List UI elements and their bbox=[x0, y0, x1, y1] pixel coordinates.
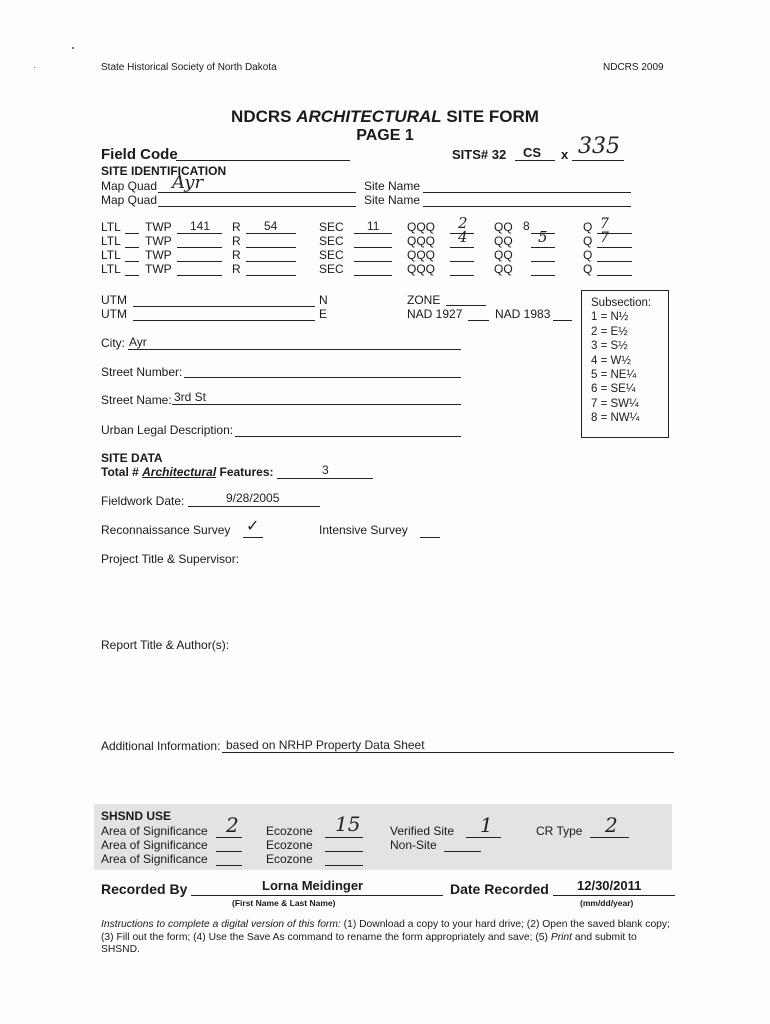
sec-input[interactable] bbox=[354, 275, 392, 276]
ecozone-input-2[interactable] bbox=[325, 851, 363, 852]
page-subtitle: PAGE 1 bbox=[356, 127, 414, 144]
ltl-input[interactable] bbox=[125, 275, 139, 276]
area-significance-label-2: Area of Significance bbox=[101, 838, 208, 852]
utm-e-label: E bbox=[319, 307, 328, 321]
r-label: R bbox=[232, 234, 241, 248]
area-significance-input[interactable] bbox=[216, 837, 242, 838]
q-input[interactable] bbox=[597, 247, 632, 248]
recorded-by-input[interactable] bbox=[191, 895, 443, 896]
qqq-value: 2 bbox=[458, 214, 468, 232]
urban-legal-label: Urban Legal Description: bbox=[101, 423, 234, 437]
site-name-input[interactable] bbox=[423, 192, 631, 193]
field-code-label: Field Code bbox=[101, 146, 178, 163]
street-name-label: Street Name: bbox=[101, 393, 172, 407]
qqq-label: QQQ bbox=[407, 234, 436, 248]
total-features-input[interactable] bbox=[277, 478, 373, 479]
ltl-label: LTL bbox=[101, 220, 121, 234]
form-id: NDCRS 2009 bbox=[603, 62, 664, 73]
qqq-label: QQQ bbox=[407, 262, 436, 276]
area-significance-input-3[interactable] bbox=[216, 865, 242, 866]
city-input[interactable] bbox=[128, 349, 461, 350]
additional-info-value: based on NRHP Property Data Sheet bbox=[226, 738, 425, 752]
nad1927-input[interactable] bbox=[468, 320, 489, 321]
ecozone-input-3[interactable] bbox=[325, 865, 363, 866]
subsection-item: 4 = W½ bbox=[591, 354, 631, 367]
zone-input[interactable] bbox=[446, 305, 486, 306]
recorded-by-label: Recorded By bbox=[101, 881, 188, 897]
q-value: 7 bbox=[600, 230, 609, 246]
area-significance-value: 2 bbox=[226, 813, 239, 837]
qq-value: 8 bbox=[523, 219, 530, 233]
subsection-item: 1 = N½ bbox=[591, 311, 629, 324]
map-quad-label-2: Map Quad bbox=[101, 193, 158, 207]
utm-n-label: N bbox=[319, 293, 328, 307]
ecozone-value: 15 bbox=[335, 812, 361, 836]
street-name-value: 3rd St bbox=[174, 390, 207, 404]
scan-speck bbox=[72, 47, 74, 49]
utm-n-input[interactable] bbox=[133, 306, 315, 307]
q-input[interactable] bbox=[597, 261, 632, 262]
q-label: Q bbox=[583, 248, 593, 262]
twp-label: TWP bbox=[145, 262, 172, 276]
date-recorded-input[interactable] bbox=[553, 895, 675, 896]
subsection-item: 6 = SE¼ bbox=[591, 383, 636, 396]
sec-input[interactable] bbox=[354, 233, 392, 234]
twp-input[interactable] bbox=[177, 247, 222, 248]
instructions-text: Instructions to complete a digital version of this form: (1) Download a copy to your hard drive; (2) Open the saved blank copy; (3) Fill out the form; (4) Use the Save As command to rename the form appropriately and save; (5) Print and submit to SHSND. bbox=[101, 919, 670, 955]
ecozone-label-2: Ecozone bbox=[266, 838, 313, 852]
r-input[interactable] bbox=[246, 261, 296, 262]
ltl-label: LTL bbox=[101, 248, 121, 262]
city-value: Ayr bbox=[129, 335, 147, 349]
sec-input[interactable] bbox=[354, 247, 392, 248]
r-input[interactable] bbox=[246, 247, 296, 248]
r-label: R bbox=[232, 262, 241, 276]
street-number-input[interactable] bbox=[184, 377, 461, 378]
date-recorded-label: Date Recorded bbox=[450, 881, 549, 897]
non-site-input[interactable] bbox=[444, 851, 481, 852]
additional-info-input[interactable] bbox=[222, 752, 674, 753]
sits-x-label: x bbox=[561, 147, 569, 162]
site-identification-heading: SITE IDENTIFICATION bbox=[101, 164, 227, 178]
report-title-label: Report Title & Author(s): bbox=[101, 638, 230, 652]
shsnd-use-heading: SHSND USE bbox=[101, 809, 172, 823]
non-site-label: Non-Site bbox=[390, 838, 437, 852]
sec-value: 11 bbox=[367, 219, 380, 233]
q-label: Q bbox=[583, 262, 593, 276]
ltl-input[interactable] bbox=[125, 233, 139, 234]
area-significance-label: Area of Significance bbox=[101, 824, 208, 838]
city-label: City: bbox=[101, 336, 125, 350]
verified-site-input[interactable] bbox=[466, 837, 501, 838]
date-recorded-hint: (mm/dd/year) bbox=[580, 898, 634, 908]
qq-input[interactable] bbox=[531, 261, 555, 262]
sec-label: SEC bbox=[319, 262, 344, 276]
fieldwork-date-label: Fieldwork Date: bbox=[101, 494, 185, 508]
twp-label: TWP bbox=[145, 220, 172, 234]
twp-input[interactable] bbox=[177, 261, 222, 262]
fieldwork-date-value: 9/28/2005 bbox=[226, 491, 280, 505]
cr-type-input[interactable] bbox=[590, 837, 629, 838]
nad1983-input[interactable] bbox=[553, 320, 572, 321]
q-label: Q bbox=[583, 220, 593, 234]
verified-site-label: Verified Site bbox=[390, 824, 455, 838]
sec-label: SEC bbox=[319, 248, 344, 262]
qqq-label: QQQ bbox=[407, 248, 436, 262]
ltl-input[interactable] bbox=[125, 261, 139, 262]
r-value: 54 bbox=[264, 219, 278, 233]
sits-prefix-line bbox=[515, 160, 555, 161]
nad1927-label: NAD 1927 bbox=[407, 307, 463, 321]
qqq-input[interactable] bbox=[450, 261, 474, 262]
urban-legal-input[interactable] bbox=[235, 436, 461, 437]
r-input[interactable] bbox=[246, 275, 296, 276]
recon-check-icon: ✓ bbox=[246, 516, 260, 535]
qq-input[interactable] bbox=[531, 247, 555, 248]
sits-label: SITS# 32 bbox=[452, 147, 507, 162]
field-code-input[interactable] bbox=[176, 160, 350, 161]
date-recorded-value: 12/30/2011 bbox=[577, 878, 642, 893]
twp-input[interactable] bbox=[177, 233, 222, 234]
qq-value: 5 bbox=[538, 228, 548, 246]
intensive-survey-input[interactable] bbox=[420, 537, 440, 538]
nad1983-label: NAD 1983 bbox=[495, 307, 551, 321]
map-quad-input-2[interactable] bbox=[158, 206, 356, 207]
recon-survey-label: Reconnaissance Survey bbox=[101, 523, 231, 537]
subsection-heading: Subsection: bbox=[591, 297, 652, 309]
area-significance-label-3: Area of Significance bbox=[101, 852, 208, 866]
qq-label: QQ bbox=[494, 234, 513, 248]
r-input[interactable] bbox=[246, 233, 296, 234]
street-name-input[interactable] bbox=[172, 404, 461, 405]
page-title: NDCRS ARCHITECTURAL SITE FORM bbox=[231, 107, 539, 126]
total-features-label: Total # Architectural Features: bbox=[101, 465, 274, 479]
ecozone-label: Ecozone bbox=[266, 824, 313, 838]
additional-info-label: Additional Information: bbox=[101, 739, 221, 753]
org-name: State Historical Society of North Dakota bbox=[101, 62, 277, 73]
twp-label: TWP bbox=[145, 234, 172, 248]
site-data-heading: SITE DATA bbox=[101, 451, 163, 465]
sec-input[interactable] bbox=[354, 261, 392, 262]
site-name-label: Site Name bbox=[364, 179, 421, 193]
utm-label: UTM bbox=[101, 293, 127, 307]
subsection-item: 8 = NW¼ bbox=[591, 412, 640, 425]
fieldwork-date-input[interactable] bbox=[188, 506, 320, 507]
ltl-input[interactable] bbox=[125, 247, 139, 248]
qqq-input[interactable] bbox=[450, 275, 474, 276]
twp-label: TWP bbox=[145, 248, 172, 262]
subsection-item: 2 = E½ bbox=[591, 325, 628, 338]
qq-input[interactable] bbox=[531, 275, 555, 276]
sits-prefix[interactable]: CS bbox=[523, 145, 542, 160]
subsection-item: 3 = S½ bbox=[591, 340, 628, 353]
utm-e-input[interactable] bbox=[133, 320, 315, 321]
twp-input[interactable] bbox=[177, 275, 222, 276]
subsection-item: 5 = NE¼ bbox=[591, 369, 637, 382]
area-significance-input-2[interactable] bbox=[216, 851, 242, 852]
scan-speck bbox=[34, 67, 35, 68]
qq-label: QQ bbox=[494, 220, 513, 234]
subsection-item: 7 = SW¼ bbox=[591, 397, 639, 410]
ltl-label: LTL bbox=[101, 262, 121, 276]
ltl-label: LTL bbox=[101, 234, 121, 248]
recorded-by-value: Lorna Meidinger bbox=[262, 878, 364, 893]
sec-label: SEC bbox=[319, 220, 344, 234]
q-label: Q bbox=[583, 234, 593, 248]
recon-survey-input[interactable] bbox=[243, 537, 263, 538]
sits-number-line bbox=[572, 160, 624, 161]
q-value: 7 bbox=[600, 216, 609, 232]
sits-number[interactable]: 335 bbox=[578, 134, 620, 159]
intensive-survey-label: Intensive Survey bbox=[319, 523, 408, 537]
qq-label: QQ bbox=[494, 248, 513, 262]
project-title-label: Project Title & Supervisor: bbox=[101, 552, 240, 566]
ecozone-label-3: Ecozone bbox=[266, 852, 313, 866]
r-label: R bbox=[232, 248, 241, 262]
qqq-value: 4 bbox=[458, 228, 468, 246]
sec-label: SEC bbox=[319, 234, 344, 248]
qq-label: QQ bbox=[494, 262, 513, 276]
qqq-input[interactable] bbox=[450, 247, 474, 248]
zone-label: ZONE bbox=[407, 293, 441, 307]
map-quad-value: Ayr bbox=[172, 172, 204, 193]
total-features-value: 3 bbox=[322, 463, 329, 477]
site-name-input-2[interactable] bbox=[423, 206, 631, 207]
site-name-label-2: Site Name bbox=[364, 193, 421, 207]
street-number-label: Street Number: bbox=[101, 365, 183, 379]
map-quad-label: Map Quad bbox=[101, 179, 158, 193]
qqq-label: QQQ bbox=[407, 220, 436, 234]
r-label: R bbox=[232, 220, 241, 234]
cr-type-label: CR Type bbox=[536, 824, 583, 838]
ecozone-input[interactable] bbox=[325, 837, 363, 838]
twp-value: 141 bbox=[190, 219, 211, 233]
verified-site-value: 1 bbox=[480, 813, 493, 837]
utm-label-2: UTM bbox=[101, 307, 127, 321]
cr-type-value: 2 bbox=[605, 813, 618, 837]
recorded-by-hint: (First Name & Last Name) bbox=[232, 898, 336, 908]
subsection-legend bbox=[581, 290, 669, 438]
q-input[interactable] bbox=[597, 275, 632, 276]
